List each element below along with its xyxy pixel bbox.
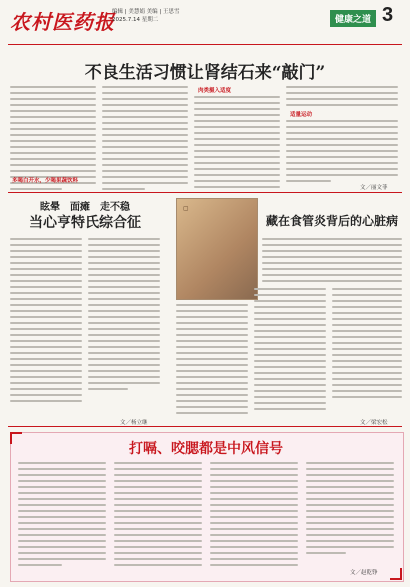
article2-kicker: 眩晕 面瘫 走不稳 — [40, 202, 130, 213]
article1-subhead-2: 适量运动 — [290, 112, 313, 118]
editor-line: 编辑 | 美慧娟 美编 | 王思雪 — [112, 9, 180, 15]
article2-headline: 当心亨特氏综合征 — [29, 215, 141, 231]
article1-col3-text — [194, 96, 280, 192]
photo-chest-pain — [176, 198, 258, 300]
date-line: 2025.7.14 星期二 — [112, 17, 159, 23]
divider-1 — [8, 192, 402, 193]
article3-col1-text — [176, 304, 248, 418]
article4-col3-text — [210, 462, 298, 570]
article3-byline: 文／梁宏松 — [360, 420, 388, 426]
masthead — [0, 0, 410, 44]
newspaper-logo: 农村医药报 — [10, 10, 115, 34]
article4-col2-text — [114, 462, 202, 570]
article3-intro-text — [262, 238, 402, 286]
article2-byline: 文／杨立继 — [120, 420, 148, 426]
article2-col1-text — [10, 238, 82, 406]
page-number: 3 — [382, 4, 394, 26]
masthead-rule — [8, 44, 402, 45]
article1-byline: 文／丽文菲 — [360, 185, 388, 191]
photo-caption-placeholder: ▢ — [183, 205, 189, 212]
article3-col2-text — [254, 288, 326, 414]
article1-subhead-1: 肉类摄入适度 — [198, 88, 232, 94]
divider-2 — [8, 426, 402, 427]
article4-headline: 打嗝、咬腮都是中风信号 — [129, 441, 283, 457]
article2-col2-text — [88, 238, 160, 394]
article4-col4-text — [306, 462, 394, 558]
box-corner-br — [390, 568, 402, 580]
article4-byline: 文／赵乾铮 — [350, 570, 378, 576]
article4-col1-text — [18, 462, 106, 570]
article3-headline: 藏在食管炎背后的心脏病 — [265, 214, 398, 228]
article1-col2-text — [102, 86, 188, 194]
article1-col4-text — [286, 86, 398, 110]
article3-col3-text — [332, 288, 402, 402]
section-label: 健康之道 — [330, 10, 376, 27]
edition-meta — [112, 8, 179, 24]
article1-col4b-text — [286, 120, 398, 186]
article1-headline: 不良生活习惯让肾结石来“敲门” — [84, 63, 326, 83]
article1-subhead-0: 多喝白开水，少喝果蔬饮料 — [12, 178, 79, 184]
